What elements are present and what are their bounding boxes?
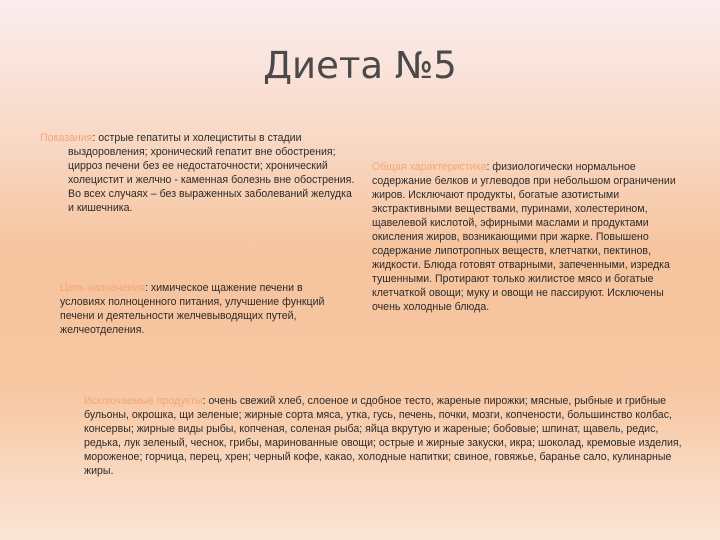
- indications-text: : острые гепатиты и холециститы в стадии выздоровления; хронический гепатит вне обострения; цирроз печени без ее недостаточности; хронический холецистит и желчно - каменная болезнь вне обострения. Во всех случаях – без выраженных заболеваний желудка и кишечника.: [68, 132, 355, 214]
- indications-label: Показания: [40, 132, 93, 144]
- excluded-text: : очень свежий хлеб, слоеное и сдобное тесто, жареные пирожки; мясные, рыбные и грибные бульоны, окрошка, щи зеленые; жирные сорта мяса, утка, гусь, печень, почки, мозги, копчености, большинство колбас, консервы; жирные виды рыбы, копченая, соленая рыба; яйца вкрутую и жареные; бобовые; шпинат, щавель, редис, редька, лук зеленый, чеснок, грибы, маринованные овощи; острые и жирные закуски, икра; шоколад, кремовые изделия, мороженое; горчица, перец, хрен; черный кофе, какао, холодные напитки; свиное, говяжье, баранье сало, кулинарные жиры.: [84, 395, 682, 477]
- purpose-label: Цель назначения: [60, 282, 145, 294]
- excluded-products-block: [84, 394, 684, 478]
- characteristics-text: : физиологически нормальное содержание белков и углеводов при небольшом ограничении жиров. Исключают продукты, богатые азотистыми экстрактивными веществами, пуринами, холестерином, щавелевой кислотой, эфирными маслами и продуктами окисления жиров, возникающими при жарке. Повышено содержание липотропных веществ, клетчатки, пектинов, жидкости. Блюда готовят отварными, запеченными, изредка тушенными. Протирают только жилистое мясо и богатые клетчаткой овощи; муку и овощи не пассируют. Исключены очень холодные блюда.: [372, 161, 676, 313]
- characteristics-block: [372, 160, 682, 314]
- excluded-label: Исключаемые продукты: [84, 395, 203, 407]
- indications-block: [40, 131, 358, 215]
- characteristics-label: Общая характеристика: [372, 161, 487, 173]
- purpose-text: : химическое щажение печени в условиях полноценного питания, улучшение функций печени и деятельности желчевыводящих путей, желчеотделения.: [60, 282, 325, 336]
- purpose-block: [60, 281, 332, 337]
- slide-title: Диета №5: [263, 44, 457, 87]
